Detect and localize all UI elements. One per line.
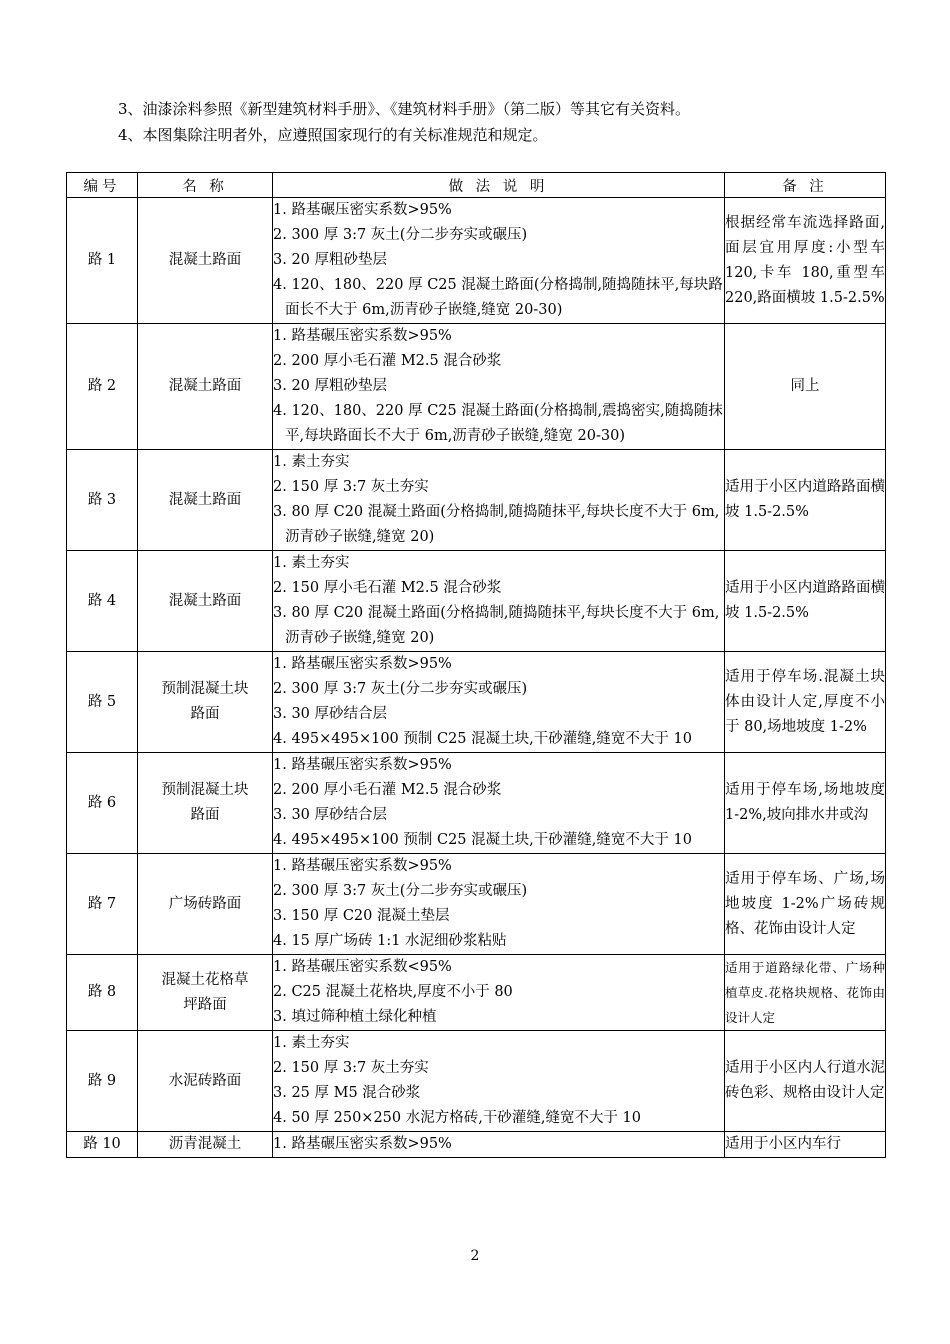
table-row <box>67 1132 886 1158</box>
method-step: 2. 150 厚小毛石灌 M2.5 混合砂浆 <box>273 580 502 596</box>
method-step: 1. 路基碾压密实系数<95% <box>273 959 452 975</box>
method-step: 4. 495×495×100 预制 C25 混凝土块,干砂灌缝,缝宽不大于 10 <box>273 832 692 848</box>
method-step: 4. 15 厚广场砖 1:1 水泥细砂浆粘贴 <box>273 933 507 949</box>
header-name: 名 称 <box>138 173 273 198</box>
row-remark: 适用于停车场,场地坡度 1-2%,坡向排水井或沟 <box>725 753 886 854</box>
method-step: 3. 30 厚砂结合层 <box>273 706 388 722</box>
table-row <box>67 198 886 324</box>
row-name: 广场砖路面 <box>138 854 273 955</box>
method-step: 2. C25 混凝土花格块,厚度不小于 80 <box>273 984 513 1000</box>
row-code: 路 8 <box>67 955 138 1031</box>
method-step: 3. 150 厚 C20 混凝土垫层 <box>273 908 450 924</box>
note-line: 4、本图集除注明者外，应遵照国家现行的有关标准规范和规定。 <box>118 126 548 144</box>
method-step: 1. 路基碾压密实系数>95% <box>273 858 452 874</box>
note-line: 3、油漆涂料参照《新型建筑材料手册》、《建筑材料手册》（第二版）等其它有关资料。 <box>118 100 691 118</box>
row-name: 预制混凝土块路面 <box>138 753 273 854</box>
method-step: 2. 300 厚 3:7 灰土(分二步夯实或碾压) <box>273 227 528 243</box>
method-step: 2. 200 厚小毛石灌 M2.5 混合砂浆 <box>273 353 502 369</box>
row-remark: 适用于停车场.混凝土块体由设计人定,厚度不小于 80,场地坡度 1-2% <box>725 652 886 753</box>
row-code: 路 9 <box>67 1031 138 1132</box>
row-method <box>273 450 725 551</box>
row-remark: 根据经常车流选择路面,面层宜用厚度:小型车 120,卡车 180,重型车 220,路面横坡 1.5-2.5% <box>725 198 886 324</box>
row-code: 路 6 <box>67 753 138 854</box>
row-remark: 适用于小区内人行道水泥砖色彩、规格由设计人定 <box>725 1031 886 1132</box>
row-remark: 适用于道路绿化带、广场种植草皮.花格块规格、花饰由设计人定 <box>725 955 886 1031</box>
method-step: 3. 30 厚砂结合层 <box>273 807 388 823</box>
row-remark: 同上 <box>725 324 886 450</box>
row-name: 混凝土路面 <box>138 324 273 450</box>
table-row <box>67 854 886 955</box>
row-method <box>273 1132 725 1158</box>
row-name: 混凝土路面 <box>138 450 273 551</box>
table-row <box>67 1031 886 1132</box>
row-code: 路 7 <box>67 854 138 955</box>
method-step: 1. 路基碾压密实系数>95% <box>273 202 452 218</box>
row-code: 路 10 <box>67 1132 138 1158</box>
table-header-row <box>67 173 886 198</box>
row-method <box>273 652 725 753</box>
method-step: 4. 120、180、220 厚 C25 混凝土路面(分格捣制,震捣密实,随捣随抹平,每块路面长不大于 6m,沥青砂子嵌缝,缝宽 20-30) <box>273 403 723 444</box>
method-step: 1. 素土夯实 <box>273 555 350 571</box>
row-name: 混凝土路面 <box>138 198 273 324</box>
row-method <box>273 1031 725 1132</box>
method-step: 2. 300 厚 3:7 灰土(分二步夯实或碾压) <box>273 883 528 899</box>
row-remark: 适用于小区内道路路面横坡 1.5-2.5% <box>725 450 886 551</box>
method-step: 4. 120、180、220 厚 C25 混凝土路面(分格捣制,随捣随抹平,每块路面长不大于 6m,沥青砂子嵌缝,缝宽 20-30) <box>273 277 723 318</box>
row-method <box>273 324 725 450</box>
row-remark: 适用于小区内车行 <box>725 1132 886 1158</box>
method-step: 1. 路基碾压密实系数>95% <box>273 328 452 344</box>
row-name: 沥青混凝土 <box>138 1132 273 1158</box>
row-method <box>273 753 725 854</box>
row-code: 路 1 <box>67 198 138 324</box>
row-method <box>273 198 725 324</box>
method-step: 3. 填过筛种植土绿化种植 <box>273 1009 437 1025</box>
header-remark: 备 注 <box>725 173 886 198</box>
row-remark: 适用于小区内道路路面横坡 1.5-2.5% <box>725 551 886 652</box>
row-method <box>273 955 725 1031</box>
header-method: 做 法 说 明 <box>273 173 725 198</box>
method-step: 3. 20 厚粗砂垫层 <box>273 378 388 394</box>
method-step: 2. 300 厚 3:7 灰土(分二步夯实或碾压) <box>273 681 528 697</box>
row-name: 混凝土路面 <box>138 551 273 652</box>
row-code: 路 3 <box>67 450 138 551</box>
method-step: 3. 25 厚 M5 混合砂浆 <box>273 1085 421 1101</box>
method-step: 2. 200 厚小毛石灌 M2.5 混合砂浆 <box>273 782 502 798</box>
pavement-spec-table <box>66 172 886 1158</box>
table-row <box>67 955 886 1031</box>
method-step: 1. 素土夯实 <box>273 1035 350 1051</box>
method-step: 3. 80 厚 C20 混凝土路面(分格捣制,随捣随抹平,每块长度不大于 6m,沥青砂子嵌缝,缝宽 20) <box>273 605 720 646</box>
row-name: 预制混凝土块路面 <box>138 652 273 753</box>
table-row <box>67 450 886 551</box>
method-step: 1. 素土夯实 <box>273 454 350 470</box>
method-step: 2. 150 厚 3:7 灰土夯实 <box>273 1060 429 1076</box>
table-row <box>67 652 886 753</box>
row-code: 路 2 <box>67 324 138 450</box>
row-name: 水泥砖路面 <box>138 1031 273 1132</box>
method-step: 1. 路基碾压密实系数>95% <box>273 757 452 773</box>
row-remark: 适用于停车场、广场,场地坡度 1-2%广场砖规格、花饰由设计人定 <box>725 854 886 955</box>
table-row <box>67 551 886 652</box>
row-method <box>273 854 725 955</box>
row-code: 路 5 <box>67 652 138 753</box>
method-step: 3. 20 厚粗砂垫层 <box>273 252 388 268</box>
method-step: 4. 50 厚 250×250 水泥方格砖,干砂灌缝,缝宽不大于 10 <box>273 1110 641 1126</box>
page-number: 2 <box>470 1248 480 1264</box>
method-step: 3. 80 厚 C20 混凝土路面(分格捣制,随捣随抹平,每块长度不大于 6m,沥青砂子嵌缝,缝宽 20) <box>273 504 720 545</box>
method-step: 1. 路基碾压密实系数>95% <box>273 1136 452 1152</box>
table-row <box>67 753 886 854</box>
header-code: 编号 <box>67 173 138 198</box>
method-step: 4. 495×495×100 预制 C25 混凝土块,干砂灌缝,缝宽不大于 10 <box>273 731 692 747</box>
row-method <box>273 551 725 652</box>
row-code: 路 4 <box>67 551 138 652</box>
table-row <box>67 324 886 450</box>
method-step: 2. 150 厚 3:7 灰土夯实 <box>273 479 429 495</box>
method-step: 1. 路基碾压密实系数>95% <box>273 656 452 672</box>
row-name: 混凝土花格草坪路面 <box>138 955 273 1031</box>
notes-block <box>118 96 898 148</box>
